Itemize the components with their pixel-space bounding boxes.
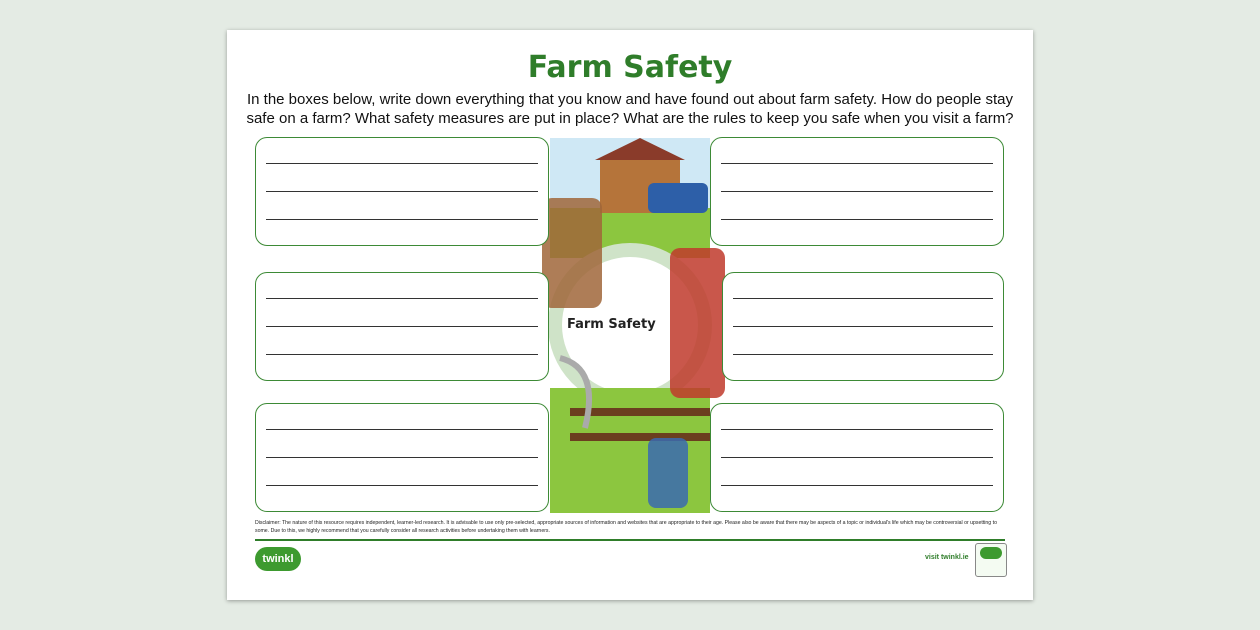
writing-box-bottom-left[interactable] <box>255 403 549 512</box>
writing-box-top-left[interactable] <box>255 137 549 246</box>
disclaimer: Disclaimer: The nature of this resource requires independent, learner-led research. It is advisable to use only pre-selected, appropriate sources of information and websites that are appropriate to their age. Please also be aware that there may be aspects of a topic or individual's life which may be controversial or upsetting to some. Due to this, we highly recommend that you carefully consider all research activities before undertaking them with learners. <box>255 520 997 534</box>
writing-box-middle-left[interactable] <box>255 272 549 381</box>
writing-box-middle-right[interactable] <box>722 272 1004 381</box>
instructions: In the boxes below, write down everything that you know and have found out about farm safety. How do people stay safe on a farm? What safety measures are put in place? What are the rules to keep you safe when you visit a farm? <box>241 90 1019 128</box>
writing-box-bottom-right[interactable] <box>710 403 1004 512</box>
worksheet <box>227 30 1033 600</box>
quality-badge-icon <box>975 543 1007 577</box>
twinkl-logo: twinkl <box>255 547 301 571</box>
page-title: Farm Safety <box>527 50 733 85</box>
center-label: Farm Safety <box>567 317 656 332</box>
visit-link[interactable]: visit twinkl.ie <box>925 554 969 561</box>
writing-box-top-right[interactable] <box>710 137 1004 246</box>
footer-divider <box>255 539 1005 541</box>
